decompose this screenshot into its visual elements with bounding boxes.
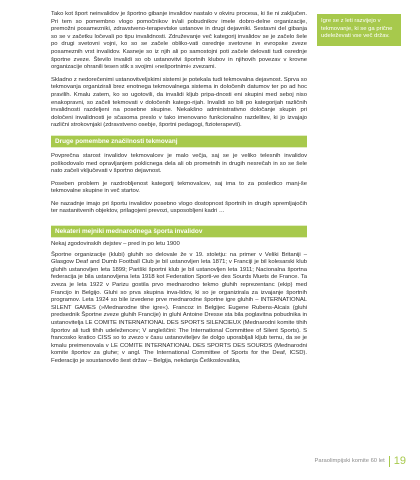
paragraph: Tako kot šport neinvalidov je športno gibanje invalidov nastalo v okviru procesa, ki še ni zaključen. Pri tem so pomembno vlogo pomočnikov in/ali pobudnikov imele dobro-delne organizacije, premožni posamezniki, zdravstveno-terapevtske ustanove in drugi dejavniki. Sestavni del gibanja so se v začetku ločevali po tipu invalidnosti. Združevanje več kategorij invalidov se je začelo šele po drugi svetovni vojni, ko so se začele obliko-vati osrednje svetovne in evropske zveze posameznih vrst invalidov. Kasneje so iz njih ali po samostojni poti začele delovati tudi osrednje športne zveze. Število invalidi so ob ustanovitvi športnih klubov in njihovih povezav v krovne organizacije ohranili tesen stik s svojimi »nešportnimi« zvezami. <box>51 11 307 71</box>
paragraph: Športne organizacije (klubi) gluhih so delovale že v 19. stoletju: na primer v Veliki Britaniji – Glasgow Deaf and Dumb Football Club je bil ustanovljen leta 1871; v Franciji je bil kolesarski klub gluhih ustanovljen leta 1899; Pariški športni klub je bil ustanovljen leta 1911; Nacionalna športna federacija je bila ustanovljena leta 1918 kot Federation Sporti-ve des Sourds Muets de France. Ta zveza je leta 1922 v Parizu gostila prvo mednarodno tekmo gluhih reprezentanc (ekip) med Francijo in Belgijo. Gluhi so prva skupina inva-lidov, ki so je organizirala za izvajanje športnih programov. Leta 1924 so bile izvedene prve mednarodne športne igre gluhih – INTERNATIONAL SILENT GAMES (»Mednarodne tihe igre«). Francoz in Belgijec Eugene Rubens-Alcais (gluhi predsednik Športne zveze gluhih Francije) in gluhi Antoine Dresse sta bila poglavitna pobudnika in ustanovitelja LE COMITE INTERNATIONAL DES SPORTS SILENCIEUX (Mednarodni komite tihih športov ali tudi tihih udeležencev; V angleščini: The International Committee of Silent Sports). S francosko kratico CISS so to zvezo v času ustanoviteljev še dolgo uporabljali kljub temu, da se je kmalu preimenovala v LE COMITE INTERNATIONAL DES SPORTS DES SOURDS (Mednarodni komite športov za gluhe; v angl. The International Committee of Sports for the Deaf, ICSD). Federacijo je soustanovilo šest držav – Belgija, nekdanja Češkoslovaška, <box>51 251 307 364</box>
section-heading: Druge pomembne značilnosti tekmovanj <box>51 135 307 148</box>
sidebar-callout <box>317 14 401 46</box>
footer-divider <box>389 456 390 467</box>
main-column <box>51 11 307 366</box>
paragraph: Poseben problem je razdrobljenost kategorij tekmovalcev, saj ima to za posledico manj-še tekmovalne skupine in več startov. <box>51 180 307 195</box>
publication-title: Paraolimpijski komite 60 let <box>314 458 385 464</box>
paragraph: Skladno z nedorečenimi ustanovitveljskimi sistemi je potekala tudi tekmovalna dejavnost. Sprva so tekmovanja organizirali brez enotnega tekmovalnega sistema in določenih datumov ter po ad hoc pravilih. Kmalu zatem, ko so ugotovili, da invalidi kljub pripa-dnosti eni skupini med seboj niso enakopravni, so začeli tekmovati v določenih katego-rijah. Invalidi so bili po kategorijah različnih invalidnosti razdeljeni na posebne skupine. Nekakšno administrativno določanje skupin pri določeni invalidnosti je sčasoma preslo v tako imenovano funkcionalno razdelitev, ki jo izvajajo različni strokovnjaki (zdravstveno osebje, športni pedagogi, fizioterapevti). <box>51 76 307 129</box>
page-number: 19 <box>393 455 406 467</box>
page-footer <box>315 455 406 467</box>
section-heading: Nekateri mejniki mednarodnega športa invalidov <box>51 225 307 238</box>
paragraph: Ne nazadnje imajo pri športu invalidov posebno vlogo dostopnost športnih in drugih spremljajočih ter nastanitvenih objektov, prilagojeni prevozi, usposobljeni kadri … <box>51 200 307 215</box>
subheading: Nekaj zgodovinskih dejstev – pred in po letu 1900 <box>51 241 180 248</box>
callout-text: Igre se z leti razvijejo v tekmovanje, ki se ga prične udeleževati vse več držav. <box>321 18 393 40</box>
paragraph: Povprečna starost invalidov tekmovalcev je malo večja, saj se je veliko telesnih invalidov poškodovalo med opravljanjem poklicnega dela ali ob prometnih in drugih nesrečah in so se šele nato začeli vključevati v športno dejavnost. <box>51 152 307 175</box>
